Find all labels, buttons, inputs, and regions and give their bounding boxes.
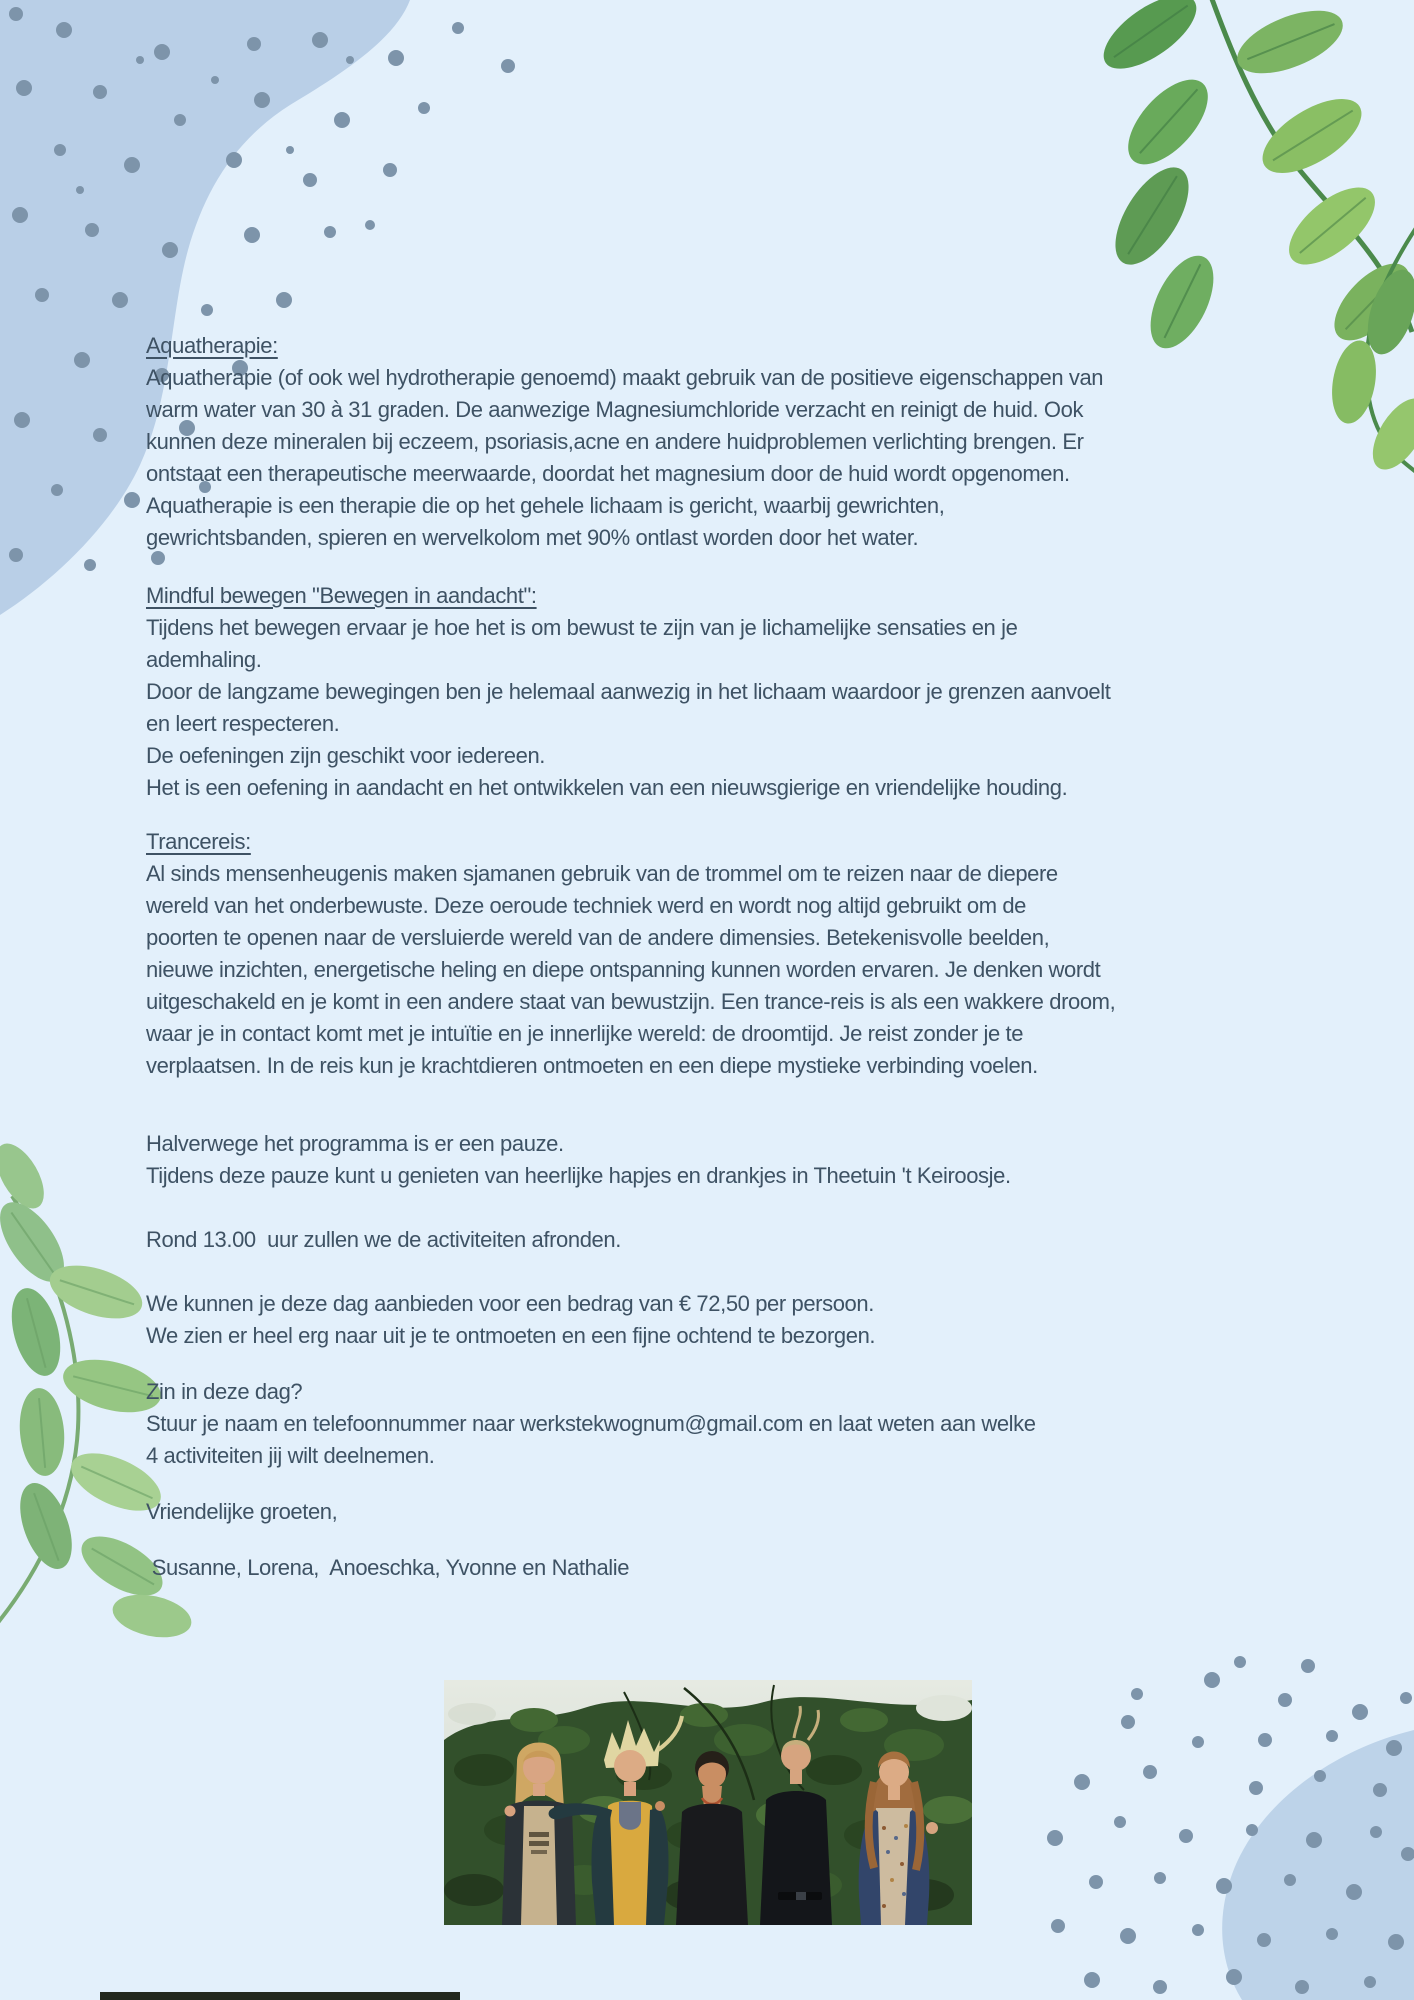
text-line: Halverwege het programma is er een pauze. xyxy=(146,1131,564,1156)
text-line: Vriendelijke groeten, xyxy=(146,1499,338,1524)
hand xyxy=(505,1806,516,1817)
text-line: 4 activiteiten jij wilt deelnemen. xyxy=(146,1443,435,1468)
text-line: Door de langzame bewegingen ben je helemaal aanwezig in het lichaam waardoor je grenzen aanvoelt xyxy=(146,679,1111,704)
text-line: We kunnen je deze dag aanbieden voor een bedrag van € 72,50 per persoon. xyxy=(146,1291,874,1316)
text-line: Tijdens deze pauze kunt u genieten van heerlijke hapjes en drankjes in Theetuin 't Keiroosje. xyxy=(146,1163,1011,1188)
paragraph-groeten xyxy=(146,1496,1156,1528)
text-line: ontstaat een therapeutische meerwaarde, doordat het magnesium door de huid wordt opgenomen. xyxy=(146,461,1070,486)
text-line: waar je in contact komt met je intuïtie en je innerlijke wereld: de droomtijd. Je reist zonder je te xyxy=(146,1021,1024,1046)
text-line: De oefeningen zijn geschikt voor iedereen. xyxy=(146,743,546,768)
text-line: ademhaling. xyxy=(146,647,262,672)
text-line: poorten te openen naar de versluierde wereld van de andere dimensies. Betekenisvolle beelden, xyxy=(146,925,1050,950)
bottom-dark-strip xyxy=(100,1992,460,2000)
text-line: Al sinds mensenheugenis maken sjamanen gebruik van de trommel om te reizen naar de diepere xyxy=(146,861,1058,886)
section-trancereis xyxy=(146,826,1156,1082)
section-heading: Aquatherapie: xyxy=(146,333,278,358)
section-heading: Mindful bewegen "Bewegen in aandacht": xyxy=(146,583,537,608)
section-heading: Trancereis: xyxy=(146,829,251,854)
text-line: en leert respecteren. xyxy=(146,711,340,736)
text-line: Rond 13.00 uur zullen we de activiteiten afronden. xyxy=(146,1227,621,1252)
text-line: nieuwe inzichten, energetische heling en diepe ontspanning kunnen worden ervaren. Je denken wordt xyxy=(146,957,1101,982)
text-line: Tijdens het bewegen ervaar je hoe het is om bewust te zijn van je lichamelijke sensaties en je xyxy=(146,615,1018,640)
text-line: Zin in deze dag? xyxy=(146,1379,303,1404)
text-line: We zien er heel erg naar uit je te ontmoeten en een fijne ochtend te bezorgen. xyxy=(146,1323,876,1348)
paragraph-afronden xyxy=(146,1224,1156,1256)
text-line: Stuur je naam en telefoonnummer naar werkstekwognum@gmail.com en laat weten aan welke xyxy=(146,1411,1036,1436)
paragraph-aanmelden xyxy=(146,1376,1156,1472)
group-photo xyxy=(444,1680,972,1925)
hand xyxy=(655,1801,665,1811)
paragraph-prijs xyxy=(146,1288,1156,1352)
text-line: Aquatherapie (of ook wel hydrotherapie genoemd) maakt gebruik van de positieve eigenschappen van xyxy=(146,365,1104,390)
section-mindful-bewegen xyxy=(146,580,1156,804)
text-line: kunnen deze mineralen bij eczeem, psoriasis,acne en andere huidproblemen verlichting brengen. Er xyxy=(146,429,1084,454)
text-line: Het is een oefening in aandacht en het ontwikkelen van een nieuwsgierige en vriendelijke houding. xyxy=(146,775,1068,800)
text-line: gewrichtsbanden, spieren en wervelkolom met 90% ontlast worden door het water. xyxy=(146,525,919,550)
text-line: uitgeschakeld en je komt in een andere staat van bewustzijn. Een trance-reis is als een wakkere droom, xyxy=(146,989,1116,1014)
paragraph-namen xyxy=(146,1552,1156,1584)
text-line: Susanne, Lorena, Anoeschka, Yvonne en Nathalie xyxy=(146,1555,630,1580)
paragraph-pauze xyxy=(146,1128,1156,1192)
text-line: Aquatherapie is een therapie die op het gehele lichaam is gericht, waarbij gewrichten, xyxy=(146,493,945,518)
text-line: warm water van 30 à 31 graden. De aanwezige Magnesiumchloride verzacht en reinigt de huid. Ook xyxy=(146,397,1084,422)
text-line: verplaatsen. In de reis kun je krachtdieren ontmoeten en een diepe mystieke verbinding voelen. xyxy=(146,1053,1038,1078)
text-line: wereld van het onderbewuste. Deze oeroude techniek werd en wordt nog altijd gebruikt om de xyxy=(146,893,1026,918)
body-text xyxy=(146,330,1156,1584)
section-aquatherapie xyxy=(146,330,1156,554)
hand xyxy=(926,1822,938,1834)
